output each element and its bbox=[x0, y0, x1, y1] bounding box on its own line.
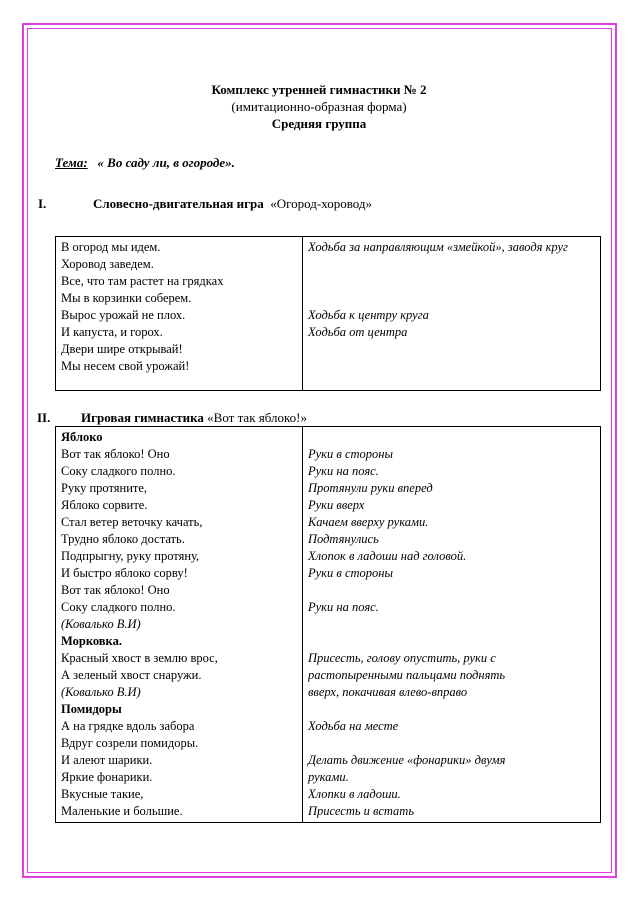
verse-line: И капуста, и горох. bbox=[61, 325, 163, 339]
action-line: Руки в стороны bbox=[308, 566, 393, 580]
verse-line: Яблоко сорвите. bbox=[61, 498, 148, 512]
group-label: Средняя группа bbox=[271, 116, 367, 131]
verse-line: Красный хвост в землю врос, bbox=[61, 651, 218, 665]
verse-line: Маленькие и большие. bbox=[61, 804, 183, 818]
action-line bbox=[308, 582, 595, 599]
section2-subtitle: «Вот так яблоко!» bbox=[207, 410, 308, 425]
action-line: Руки на пояс. bbox=[308, 464, 379, 478]
verse-line: Подпрыгну, руку протяну, bbox=[61, 549, 200, 563]
section1-numeral: I. bbox=[38, 196, 47, 211]
section1-table bbox=[55, 236, 601, 391]
action-line: Присесть, голову опустить, руки с bbox=[308, 651, 496, 665]
action-line: Подтянулись bbox=[308, 532, 379, 546]
section2-table bbox=[55, 426, 601, 823]
author-credit: (Ковалько В.И) bbox=[61, 685, 141, 699]
verse-line: Стал ветер веточку качать, bbox=[61, 515, 203, 529]
verse-line: А на грядке вдоль забора bbox=[61, 719, 195, 733]
action-line: Хлопок в ладоши над головой. bbox=[308, 549, 467, 563]
verse-line: Соку сладкого полно. bbox=[61, 600, 176, 614]
author-credit: (Ковалько В.И) bbox=[61, 617, 141, 631]
action-line: руками. bbox=[308, 770, 349, 784]
verse-line: И алеют шарики. bbox=[61, 753, 153, 767]
verse-line: И быстро яблоко сорву! bbox=[61, 566, 188, 580]
verse-line: Все, что там растет на грядках bbox=[61, 274, 224, 288]
theme-line bbox=[55, 155, 235, 171]
verse-line: Вот так яблоко! Оно bbox=[61, 583, 170, 597]
action-line: растопыренными пальцами поднять bbox=[308, 668, 506, 682]
action-line bbox=[308, 735, 595, 752]
action-line: Ходьба к центру круга bbox=[308, 308, 429, 322]
verse-line: Вдруг созрели помидоры. bbox=[61, 736, 199, 750]
action-line bbox=[308, 616, 595, 633]
action-line: Ходьба на месте bbox=[308, 719, 399, 733]
verse-line: Руку протяните, bbox=[61, 481, 148, 495]
action-line: Ходьба от центра bbox=[308, 325, 408, 339]
section1-subtitle: «Огород-хоровод» bbox=[270, 196, 373, 211]
verse-line: Мы несем свой урожай! bbox=[61, 359, 190, 373]
action-line: Хлопки в ладоши. bbox=[308, 787, 401, 801]
action-line: Ходьба за направляющим «змейкой», заводя круг bbox=[308, 240, 568, 254]
action-line: Руки в стороны bbox=[308, 447, 393, 461]
section2-actions-cell bbox=[303, 427, 601, 823]
action-line: Руки вверх bbox=[308, 498, 365, 512]
poem-heading: Морковка. bbox=[61, 634, 122, 648]
action-line bbox=[308, 701, 595, 718]
verse-line: В огород мы идем. bbox=[61, 240, 161, 254]
verse-line: Вкусные такие, bbox=[61, 787, 144, 801]
action-line: вверх, покачивая влево-вправо bbox=[308, 685, 468, 699]
section1-actions-cell bbox=[303, 237, 601, 391]
section2-numeral: II. bbox=[37, 410, 51, 425]
action-line: Руки на пояс. bbox=[308, 600, 379, 614]
verse-line: Яркие фонарики. bbox=[61, 770, 153, 784]
poem-heading: Яблоко bbox=[61, 430, 103, 444]
section2-title: Игровая гимнастика bbox=[81, 410, 204, 425]
poem-heading: Помидоры bbox=[61, 702, 122, 716]
action-line: Делать движение «фонарики» двумя bbox=[308, 753, 506, 767]
action-line: Присесть и встать bbox=[308, 804, 415, 818]
action-line bbox=[308, 290, 595, 307]
verse-line: Вот так яблоко! Оно bbox=[61, 447, 170, 461]
verse-line: Мы в корзинки соберем. bbox=[61, 291, 192, 305]
section1-verse-cell bbox=[56, 237, 303, 391]
verse-line: А зеленый хвост снаружи. bbox=[61, 668, 202, 682]
action-line: Качаем вверху руками. bbox=[308, 515, 429, 529]
verse-line: Хоровод заведем. bbox=[61, 257, 154, 271]
action-line: Протянули руки вперед bbox=[308, 481, 433, 495]
section2-heading bbox=[37, 410, 307, 426]
theme-text: « Во саду ли, в огороде». bbox=[97, 155, 235, 170]
action-line bbox=[308, 273, 595, 290]
document-subtitle: (имитационно-образная форма) bbox=[231, 99, 407, 114]
verse-line: Соку сладкого полно. bbox=[61, 464, 176, 478]
document-title: Комплекс утренней гимнастики № 2 bbox=[211, 82, 427, 97]
section1-heading bbox=[38, 196, 372, 212]
verse-line: Трудно яблоко достать. bbox=[61, 532, 185, 546]
theme-label: Тема: bbox=[55, 155, 88, 170]
action-line bbox=[308, 429, 595, 446]
action-line bbox=[308, 633, 595, 650]
verse-line: Двери шире открывай! bbox=[61, 342, 183, 356]
verse-line: Вырос урожай не плох. bbox=[61, 308, 186, 322]
section2-verse-cell bbox=[56, 427, 303, 823]
section1-title: Словесно-двигательная игра bbox=[93, 196, 264, 211]
